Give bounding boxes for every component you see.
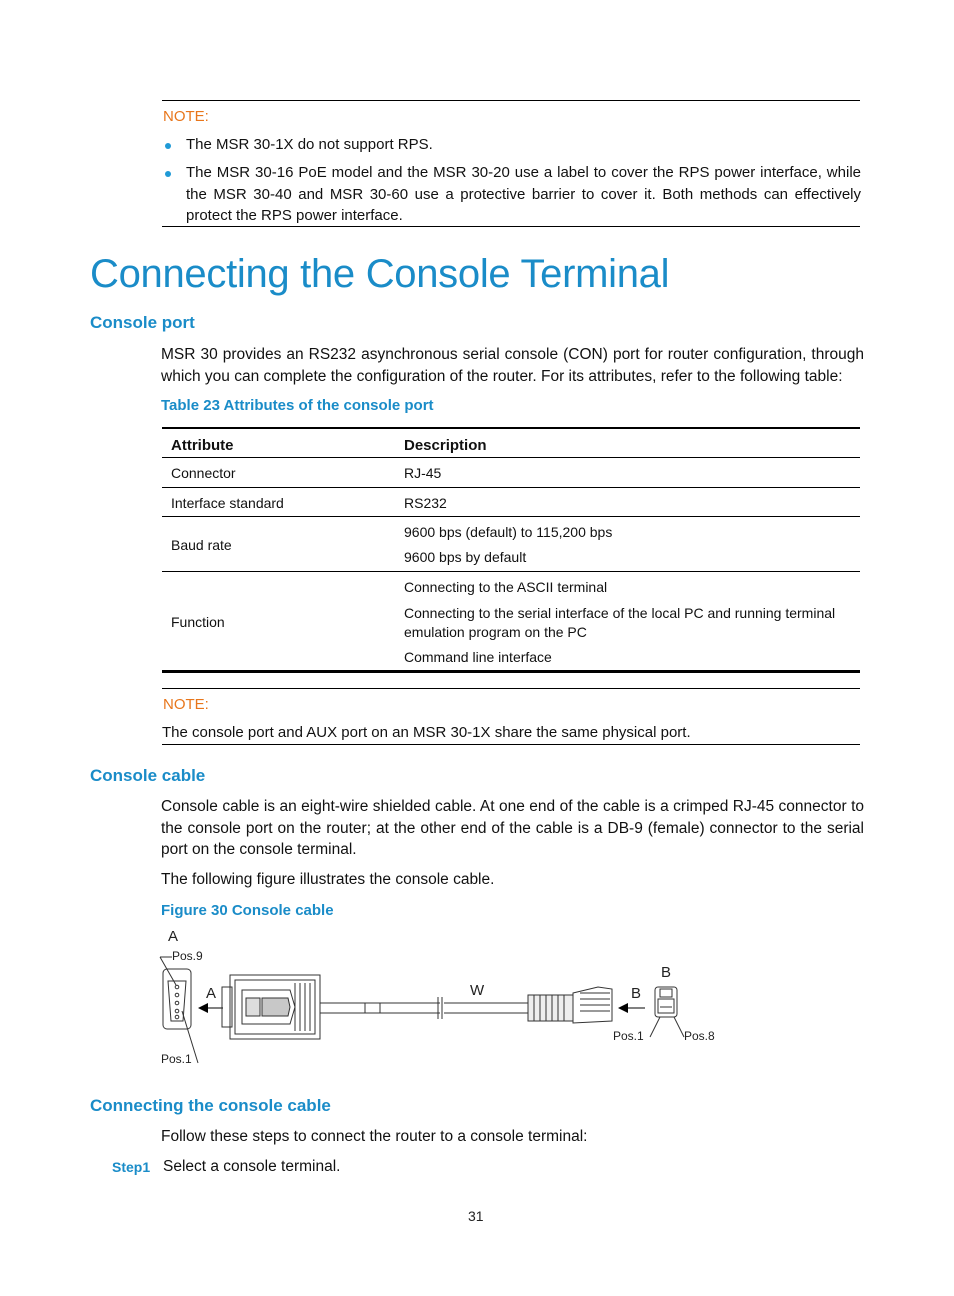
step-text: Select a console terminal. (163, 1158, 341, 1175)
figure-label-b: B (661, 964, 672, 981)
table-cell-description: Connecting to the serial interface of the local PC and running terminal emulation program on the PC (404, 605, 836, 640)
db9-front-view (160, 957, 198, 1063)
attributes-table (162, 427, 860, 675)
note-bullet-text: The MSR 30-1X do not support RPS. (186, 136, 433, 153)
note-text: The console port and AUX port on an MSR 30-1X share the same physical port. (162, 724, 691, 741)
console-cable-diagram (150, 925, 740, 1075)
rj45-connector (528, 987, 612, 1023)
connecting-cable-paragraph: Follow these steps to connect the router to a console terminal: (161, 1128, 588, 1145)
figure-intro-paragraph: The following figure illustrates the console cable. (161, 871, 495, 888)
table-caption: Table 23 Attributes of the console port (161, 397, 434, 414)
table-row-rule (162, 487, 860, 488)
table-header-rule (162, 457, 860, 458)
table-cell-description: 9600 bps by default (404, 549, 527, 565)
table-cell-attribute: Interface standard (171, 495, 284, 511)
table-cell-attribute: Baud rate (171, 537, 232, 553)
table-cell-description: 9600 bps (default) to 115,200 bps (404, 524, 613, 540)
bullet-icon (165, 171, 171, 177)
figure-label-pos1-right: Pos.1 (613, 1029, 644, 1043)
page-number: 31 (468, 1208, 484, 1224)
table-cell-attribute: Connector (171, 465, 236, 481)
table-cell-description: Connecting to the ASCII terminal (404, 579, 608, 595)
section-heading-connecting-cable: Connecting the console cable (90, 1096, 331, 1115)
table-bottom-rule (162, 670, 860, 673)
bullet-icon (165, 143, 171, 149)
db9-connector (222, 975, 320, 1039)
table-cell-description: RS232 (404, 495, 447, 511)
note-label: NOTE: (163, 696, 209, 713)
figure-label-pos9: Pos.9 (172, 949, 203, 963)
figure-label-a-arrow: A (206, 985, 217, 1002)
table-cell-description: RJ-45 (404, 465, 442, 481)
table-cell-attribute: Function (171, 614, 225, 630)
section-heading-console-cable: Console cable (90, 766, 206, 785)
table-header-attribute: Attribute (171, 437, 234, 454)
note-top-rule (162, 688, 860, 689)
page-title: Connecting the Console Terminal (90, 252, 670, 296)
table-header-description: Description (404, 437, 487, 454)
console-cable-paragraph: Console cable is an eight-wire shielded cable. At one end of the cable is a crimped RJ-45 connector to the console port on the router; at the other end of the cable is a DB-9 (female) connector to the serial port on the console terminal. (161, 798, 864, 858)
note-bottom-rule (162, 744, 860, 745)
note-bottom-rule (162, 226, 860, 227)
cable-body (320, 997, 528, 1019)
figure-caption: Figure 30 Console cable (161, 902, 334, 919)
table-cell-description: Command line interface (404, 649, 552, 665)
note-top-rule (162, 100, 860, 101)
step-label: Step1 (112, 1159, 151, 1175)
figure-label-w: W (470, 982, 485, 999)
table-top-rule (162, 427, 860, 429)
table-row-rule (162, 516, 860, 517)
figure-label-b-arrow: B (631, 985, 642, 1002)
note-bullet-text: The MSR 30-16 PoE model and the MSR 30-20 use a label to cover the RPS power interface, while the MSR 30-40 and MSR 30-60 use a protective barrier to cover it. Both methods can effectively protect the RPS power interface. (186, 164, 861, 224)
note-label: NOTE: (163, 108, 209, 125)
figure-label-a: A (168, 928, 179, 945)
section-heading-console-port: Console port (90, 313, 195, 332)
table-row-rule (162, 571, 860, 572)
figure-label-pos1-left: Pos.1 (161, 1052, 192, 1066)
figure-label-pos8: Pos.8 (684, 1029, 715, 1043)
console-cable-figure (150, 925, 740, 1075)
console-port-paragraph: MSR 30 provides an RS232 asynchronous serial console (CON) port for router configuration, through which you can complete the configuration of the router. For its attributes, refer to the following table: (161, 346, 864, 385)
rj45-front-view (650, 987, 684, 1037)
